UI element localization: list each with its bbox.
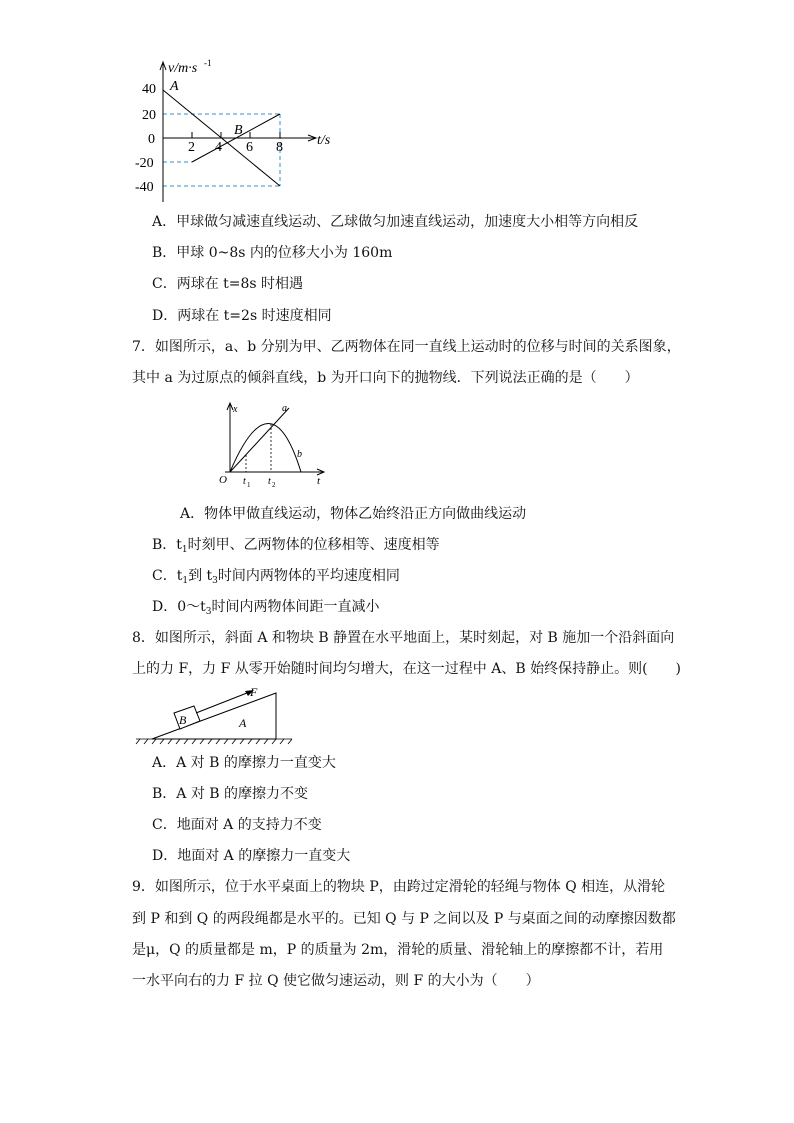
parabola-b [230, 424, 301, 473]
xt-a-label: a [282, 403, 287, 414]
force-f-label: F [250, 685, 258, 699]
incline-figure [134, 683, 294, 745]
y-axis-label: v/m·s [168, 61, 198, 76]
q6-option-b: B．甲球 0~8s 内的位移大小为 160m [152, 245, 393, 261]
q9-line2: 到 P 和到 Q 的两段绳都是水平的。已知 Q 与 P 之间以及 P 与桌面之间的动摩擦因数都 [132, 911, 676, 927]
xt-origin: O [219, 474, 227, 486]
x-tick-6: 6 [246, 140, 253, 155]
x-tick-8: 8 [276, 140, 283, 155]
y-tick-neg20: -20 [135, 156, 154, 171]
q7-stem-line2: 其中 a 为过原点的倾斜直线，b 为开口向下的抛物线．下列说法正确的是（ ） [132, 370, 639, 386]
q7-option-a: A．物体甲做直线运动，物体乙始终沿正方向做曲线运动 [180, 506, 527, 522]
curve-b-label: B [234, 123, 243, 138]
x-tick-4: 4 [215, 140, 222, 155]
q6-option-d: D．两球在 t=2s 时速度相同 [152, 308, 332, 324]
xt-x-label: t [317, 475, 321, 487]
vt-graph [130, 52, 340, 207]
y-tick-0: 0 [148, 132, 155, 147]
y-tick-40: 40 [142, 82, 156, 97]
q6-option-c: C．两球在 t=8s 时相遇 [152, 276, 304, 292]
block-b-label: B [179, 713, 187, 727]
q6-option-a: A．甲球做匀减速直线运动、乙球做匀加速直线运动，加速度大小相等方向相反 [152, 214, 639, 230]
xt-graph [213, 400, 338, 490]
xt-t2: t [268, 476, 271, 487]
xt-b-label: b [297, 449, 302, 460]
x-axis-label: t/s [317, 133, 331, 148]
xt-t1: t [243, 476, 246, 487]
q7-option-b: B．$t_1$时刻甲、乙两物体的位移相等、速度相等 [152, 537, 440, 555]
incline-a-label: A [239, 716, 247, 730]
block-b [174, 706, 200, 729]
q8-option-a: A．A 对 B 的摩擦力一直变大 [152, 755, 336, 771]
q8-option-b: B．A 对 B 的摩擦力不变 [152, 786, 309, 802]
q8-option-d: D．地面对 A 的摩擦力一直变大 [152, 848, 351, 864]
force-f-arrow [196, 691, 252, 713]
q9-line3: 是μ，Q 的质量都是 m，P 的质量为 2m，滑轮的质量、滑轮轴上的摩擦都不计，若用 [132, 942, 664, 958]
xt-t1-sub: 1 [247, 481, 251, 489]
xt-y-label: x [233, 404, 238, 415]
q9-line4: 一水平向右的力 F 拉 Q 使它做匀速运动，则 F 的大小为（ ） [132, 973, 540, 989]
y-tick-20: 20 [142, 108, 156, 123]
q7-option-d: D．$0\sim t_3$时间内两物体间距一直减小 [152, 599, 380, 617]
y-axis-exp: -1 [204, 58, 212, 68]
q9-line1: 9．如图所示，位于水平桌面上的物块 P，由跨过定滑轮的轻绳与物体 Q 相连，从滑轮 [132, 879, 666, 895]
q7-option-c: C．$t_1$到 $t_3$时间内两物体的平均速度相同 [152, 568, 400, 586]
q8-option-c: C．地面对 A 的支持力不变 [152, 817, 322, 833]
q8-stem-line1: 8．如图所示，斜面 A 和物块 B 静置在水平地面上，某时刻起，对 B 施加一个沿斜面向 [132, 630, 675, 646]
y-tick-neg40: -40 [135, 180, 154, 195]
xt-t2-sub: 2 [272, 481, 276, 489]
q7-stem-line1: 7．如图所示，a、b 分别为甲、乙两物体在同一直线上运动时的位移与时间的关系图象， [132, 339, 681, 355]
line-a-xt [230, 408, 289, 472]
x-tick-2: 2 [188, 140, 195, 155]
curve-a-label: A [170, 79, 179, 94]
q8-stem-line2: 上的力 F，力 F 从零开始随时间均匀增大，在这一过程中 A、B 始终保持静止。则( ) [132, 661, 681, 677]
incline-a [152, 693, 276, 739]
